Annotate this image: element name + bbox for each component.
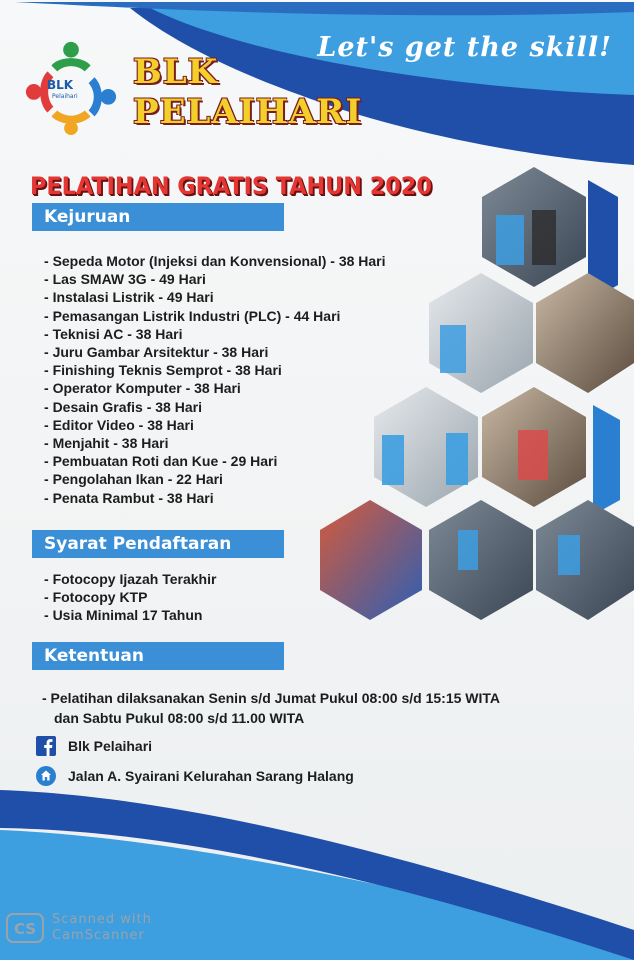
- list-item: - Fotocopy Ijazah Terakhir: [44, 570, 216, 588]
- list-item: - Usia Minimal 17 Tahun: [44, 606, 216, 624]
- contact-address: [36, 764, 354, 788]
- section-syarat-title: Syarat Pendaftaran: [32, 530, 284, 558]
- list-item: - Teknisi AC - 38 Hari: [44, 325, 386, 343]
- ketentuan-line-1: - Pelatihan dilaksanakan Senin s/d Jumat Pukul 08:00 s/d 15:15 WITA: [42, 690, 501, 706]
- list-item: - Pengolahan Ikan - 22 Hari: [44, 470, 386, 488]
- list-item: - Las SMAW 3G - 49 Hari: [44, 270, 386, 288]
- list-item: - Penata Rambut - 38 Hari: [44, 489, 386, 507]
- photo-figure: [532, 210, 556, 265]
- ketentuan-line-2: dan Sabtu Pukul 08:00 s/d 11.00 WITA: [54, 710, 305, 726]
- list-item: - Instalasi Listrik - 49 Hari: [44, 288, 386, 306]
- list-item: - Finishing Teknis Semprot - 38 Hari: [44, 361, 386, 379]
- contact-facebook: [36, 734, 152, 758]
- photo-figure: [446, 433, 468, 485]
- photo-collage: [318, 165, 634, 645]
- list-item: - Menjahit - 38 Hari: [44, 434, 386, 452]
- list-item: - Juru Gambar Arsitektur - 38 Hari: [44, 343, 386, 361]
- list-item: - Fotocopy KTP: [44, 588, 216, 606]
- photo-figure: [440, 325, 466, 373]
- ketentuan-text: [42, 688, 500, 728]
- photo-figure: [558, 535, 580, 575]
- photo-hexagon: [429, 500, 533, 620]
- photo-hexagon: [536, 500, 634, 620]
- photo-hexagon: [536, 273, 634, 393]
- watermark-line-1: Scanned with: [52, 912, 152, 927]
- facebook-label: Blk Pelaihari: [68, 738, 153, 754]
- photo-figure: [458, 530, 478, 570]
- brand-line-2: PELAIHARI: [133, 92, 363, 132]
- list-item: - Operator Komputer - 38 Hari: [44, 379, 386, 397]
- slogan: Let's get the skill!: [317, 32, 612, 63]
- list-item: - Editor Video - 38 Hari: [44, 416, 386, 434]
- top-banner-highlight: [15, 2, 634, 15]
- photo-figure: [518, 430, 548, 480]
- section-ketentuan-title: Ketentuan: [32, 642, 284, 670]
- camscanner-watermark: [6, 912, 152, 944]
- watermark-line-2: CamScanner: [52, 928, 145, 943]
- address-label: Jalan A. Syairani Kelurahan Sarang Halang: [68, 768, 354, 784]
- camscanner-logo-icon: CS: [6, 913, 44, 943]
- list-item: - Pemasangan Listrik Industri (PLC) - 44 Hari: [44, 307, 386, 325]
- logo-text: BLK: [47, 78, 74, 92]
- brand-name: [133, 52, 362, 132]
- list-item: - Sepeda Motor (Injeksi dan Konvensional) - 38 Hari: [44, 252, 386, 270]
- photo-hexagon: [320, 500, 422, 620]
- photo-figure: [382, 435, 404, 485]
- section-kejuruan-title: Kejuruan: [32, 203, 284, 231]
- accent-hexagon: [593, 405, 620, 515]
- facebook-icon: [36, 736, 56, 756]
- syarat-list: [44, 570, 216, 625]
- list-item: - Pembuatan Roti dan Kue - 29 Hari: [44, 452, 386, 470]
- photo-figure: [496, 215, 524, 265]
- headline: PELATIHAN GRATIS TAHUN 2020: [30, 172, 432, 200]
- list-item: - Desain Grafis - 38 Hari: [44, 398, 386, 416]
- logo-subtext: Pelaihari: [52, 93, 78, 100]
- brand-line-1: BLK: [133, 52, 219, 92]
- home-icon: [36, 766, 56, 786]
